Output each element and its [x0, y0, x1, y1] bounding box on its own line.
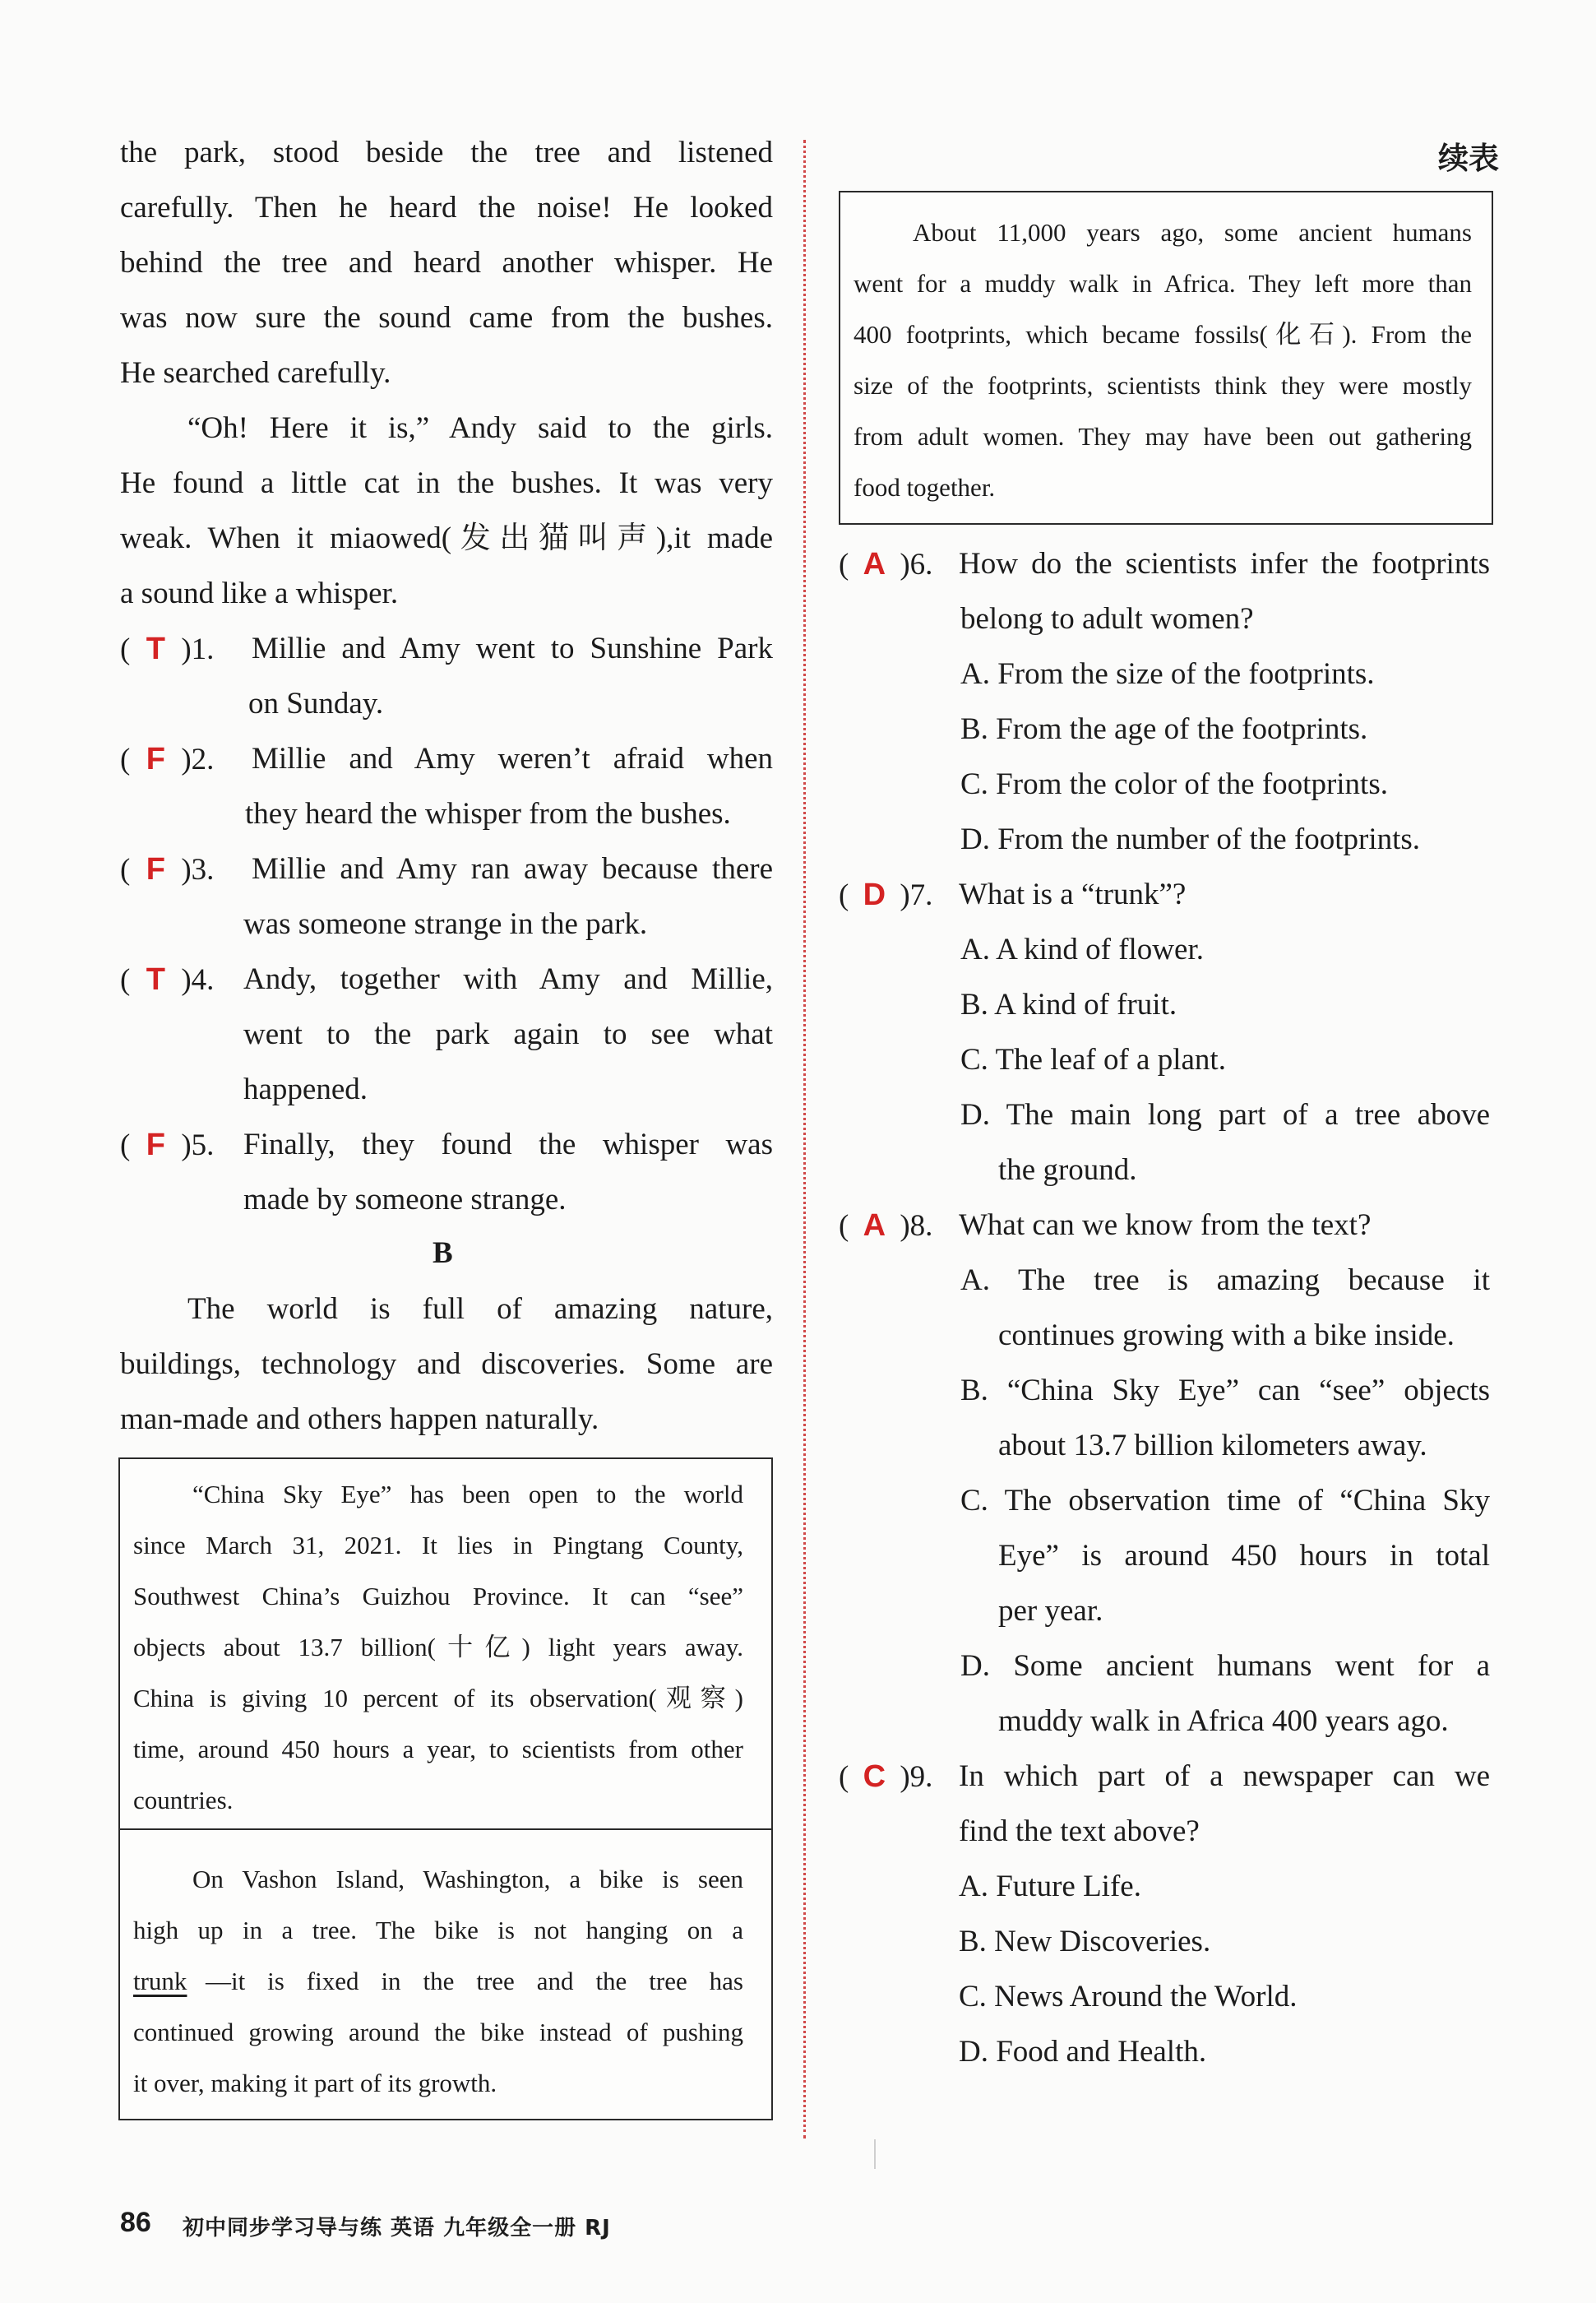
answer-mark: F: [146, 742, 165, 776]
question-number: 7.: [909, 878, 933, 912]
question-number: 9.: [909, 1760, 933, 1794]
question-text: went to the park again to see what: [243, 1017, 773, 1051]
continued-table-label: 续表: [1438, 141, 1499, 176]
question-text: Millie and Amy went to Sunshine Park: [252, 632, 773, 665]
answer-mark: F: [146, 852, 165, 887]
question-text: happened.: [243, 1073, 368, 1106]
answer-mark: A: [863, 547, 886, 582]
question-text: Andy, together with Amy and Millie,: [243, 962, 773, 996]
box-line: it over, making it part of its growth.: [133, 2069, 497, 2097]
passage-line: “Oh! Here it is,” Andy said to the girls.: [187, 411, 773, 445]
question-stem: In which part of a newspaper can we: [959, 1759, 1490, 1793]
option-c: C. News Around the World.: [959, 1980, 1298, 2013]
box-line: Southwest China’s Guizhou Province. It can “see”: [133, 1582, 743, 1610]
box-line: countries.: [133, 1786, 234, 1814]
underlined-word-trunk: trunk: [133, 1967, 187, 1995]
option-d-cont: muddy walk in Africa 400 years ago.: [998, 1704, 1449, 1738]
box-line: China is giving 10 percent of its observation(观察): [133, 1684, 743, 1712]
passage-line: the park, stood beside the tree and listened: [120, 136, 773, 169]
question-stem: belong to adult women?: [960, 602, 1254, 636]
reading-box-right: [839, 191, 1493, 525]
box-line: 400 footprints, which became fossils(化石). From the: [854, 320, 1472, 349]
answer-mark: T: [146, 632, 165, 666]
box-line: time, around 450 hours a year, to scientists from other: [133, 1735, 743, 1763]
passage-line: behind the tree and heard another whisper. He: [120, 246, 773, 280]
passage-line: He found a little cat in the bushes. It was very: [120, 466, 773, 500]
option-a-cont: continues growing with a bike inside.: [998, 1318, 1455, 1352]
answer-mark: A: [863, 1208, 886, 1243]
question-text: was someone strange in the park.: [243, 907, 648, 941]
option-b-cont: about 13.7 billion kilometers away.: [998, 1429, 1427, 1462]
option-b: B. From the age of the footprints.: [960, 712, 1368, 746]
box-line: since March 31, 2021. It lies in Pingtang County,: [133, 1531, 743, 1559]
box-line: from adult women. They may have been out gathering: [854, 422, 1472, 451]
question-text: Millie and Amy ran away because there: [252, 852, 773, 886]
option-a: A. Future Life.: [959, 1870, 1141, 1903]
intro-line: The world is full of amazing nature,: [187, 1292, 773, 1326]
option-c: C. The leaf of a plant.: [960, 1043, 1226, 1077]
option-c-cont: per year.: [998, 1594, 1103, 1628]
box-line: On Vashon Island, Washington, a bike is seen: [192, 1865, 743, 1893]
question-text: they heard the whisper from the bushes.: [245, 797, 731, 831]
question-number: 5.: [191, 1128, 215, 1162]
box-line: “China Sky Eye” has been open to the world: [192, 1480, 743, 1508]
option-b: B. New Discoveries.: [959, 1925, 1211, 1958]
box-line: size of the footprints, scientists think they were mostly: [854, 371, 1472, 400]
box-line: objects about 13.7 billion(十亿) light years away.: [133, 1633, 743, 1661]
box-line: went for a muddy walk in Africa. They left more than: [854, 269, 1472, 298]
question-number: 6.: [909, 548, 933, 582]
answer-mark: T: [146, 962, 165, 997]
book-title: 初中同步学习导与练 英语 九年级全一册 RJ: [183, 2216, 611, 2240]
question-number: 4.: [191, 963, 215, 997]
option-b: B. “China Sky Eye” can “see” objects: [960, 1374, 1490, 1407]
column-divider: [803, 140, 806, 2138]
question-number: 8.: [909, 1209, 933, 1243]
question-stem: find the text above?: [959, 1814, 1200, 1848]
question-text: Millie and Amy weren’t afraid when: [252, 742, 773, 776]
passage-line: He searched carefully.: [120, 356, 391, 390]
option-a: A. The tree is amazing because it: [960, 1263, 1490, 1297]
option-b: B. A kind of fruit.: [960, 988, 1177, 1022]
passage-line: was now sure the sound came from the bushes.: [120, 301, 773, 335]
section-b-heading: B: [433, 1236, 453, 1270]
scan-mark: [874, 2139, 876, 2169]
box-line: food together.: [854, 473, 996, 502]
question-text: Finally, they found the whisper was: [243, 1128, 773, 1161]
question-stem: What can we know from the text?: [959, 1208, 1372, 1242]
box-separator: [120, 1828, 771, 1830]
box-line: continued growing around the bike instead of pushing: [133, 2018, 743, 2046]
option-d: D. From the number of the footprints.: [960, 822, 1421, 856]
box-line: high up in a tree. The bike is not hanging on a: [133, 1916, 743, 1944]
passage-line: a sound like a whisper.: [120, 577, 399, 610]
question-number: 1.: [191, 633, 215, 666]
intro-line: man-made and others happen naturally.: [120, 1402, 599, 1436]
option-d-cont: the ground.: [998, 1153, 1137, 1187]
passage-line: carefully. Then he heard the noise! He looked: [120, 191, 773, 225]
option-c: C. From the color of the footprints.: [960, 767, 1388, 801]
box-line: About 11,000 years ago, some ancient humans: [913, 218, 1472, 247]
option-d: D. The main long part of a tree above: [960, 1098, 1490, 1132]
box-line: —it is fixed in the tree and the tree has: [206, 1967, 743, 1995]
option-a: A. From the size of the footprints.: [960, 657, 1375, 691]
option-d: D. Food and Health.: [959, 2035, 1207, 2069]
question-stem: How do the scientists infer the footprints: [959, 547, 1490, 581]
option-c-cont: Eye” is around 450 hours in total: [998, 1539, 1490, 1573]
question-number: 3.: [191, 853, 215, 887]
intro-line: buildings, technology and discoveries. Some are: [120, 1347, 773, 1381]
option-c: C. The observation time of “China Sky: [960, 1484, 1490, 1518]
answer-mark: D: [863, 878, 886, 912]
question-text: on Sunday.: [248, 687, 384, 721]
reading-box-left: [118, 1457, 773, 2120]
question-text: made by someone strange.: [243, 1183, 567, 1216]
option-a: A. A kind of flower.: [960, 933, 1204, 966]
page-number: 86: [120, 2207, 151, 2238]
passage-line: weak. When it miaowed(发出猫叫声),it made: [120, 521, 773, 555]
question-stem: What is a “trunk”?: [959, 878, 1187, 911]
question-number: 2.: [191, 743, 215, 776]
answer-mark: C: [863, 1759, 886, 1794]
option-d: D. Some ancient humans went for a: [960, 1649, 1490, 1683]
answer-mark: F: [146, 1128, 165, 1162]
